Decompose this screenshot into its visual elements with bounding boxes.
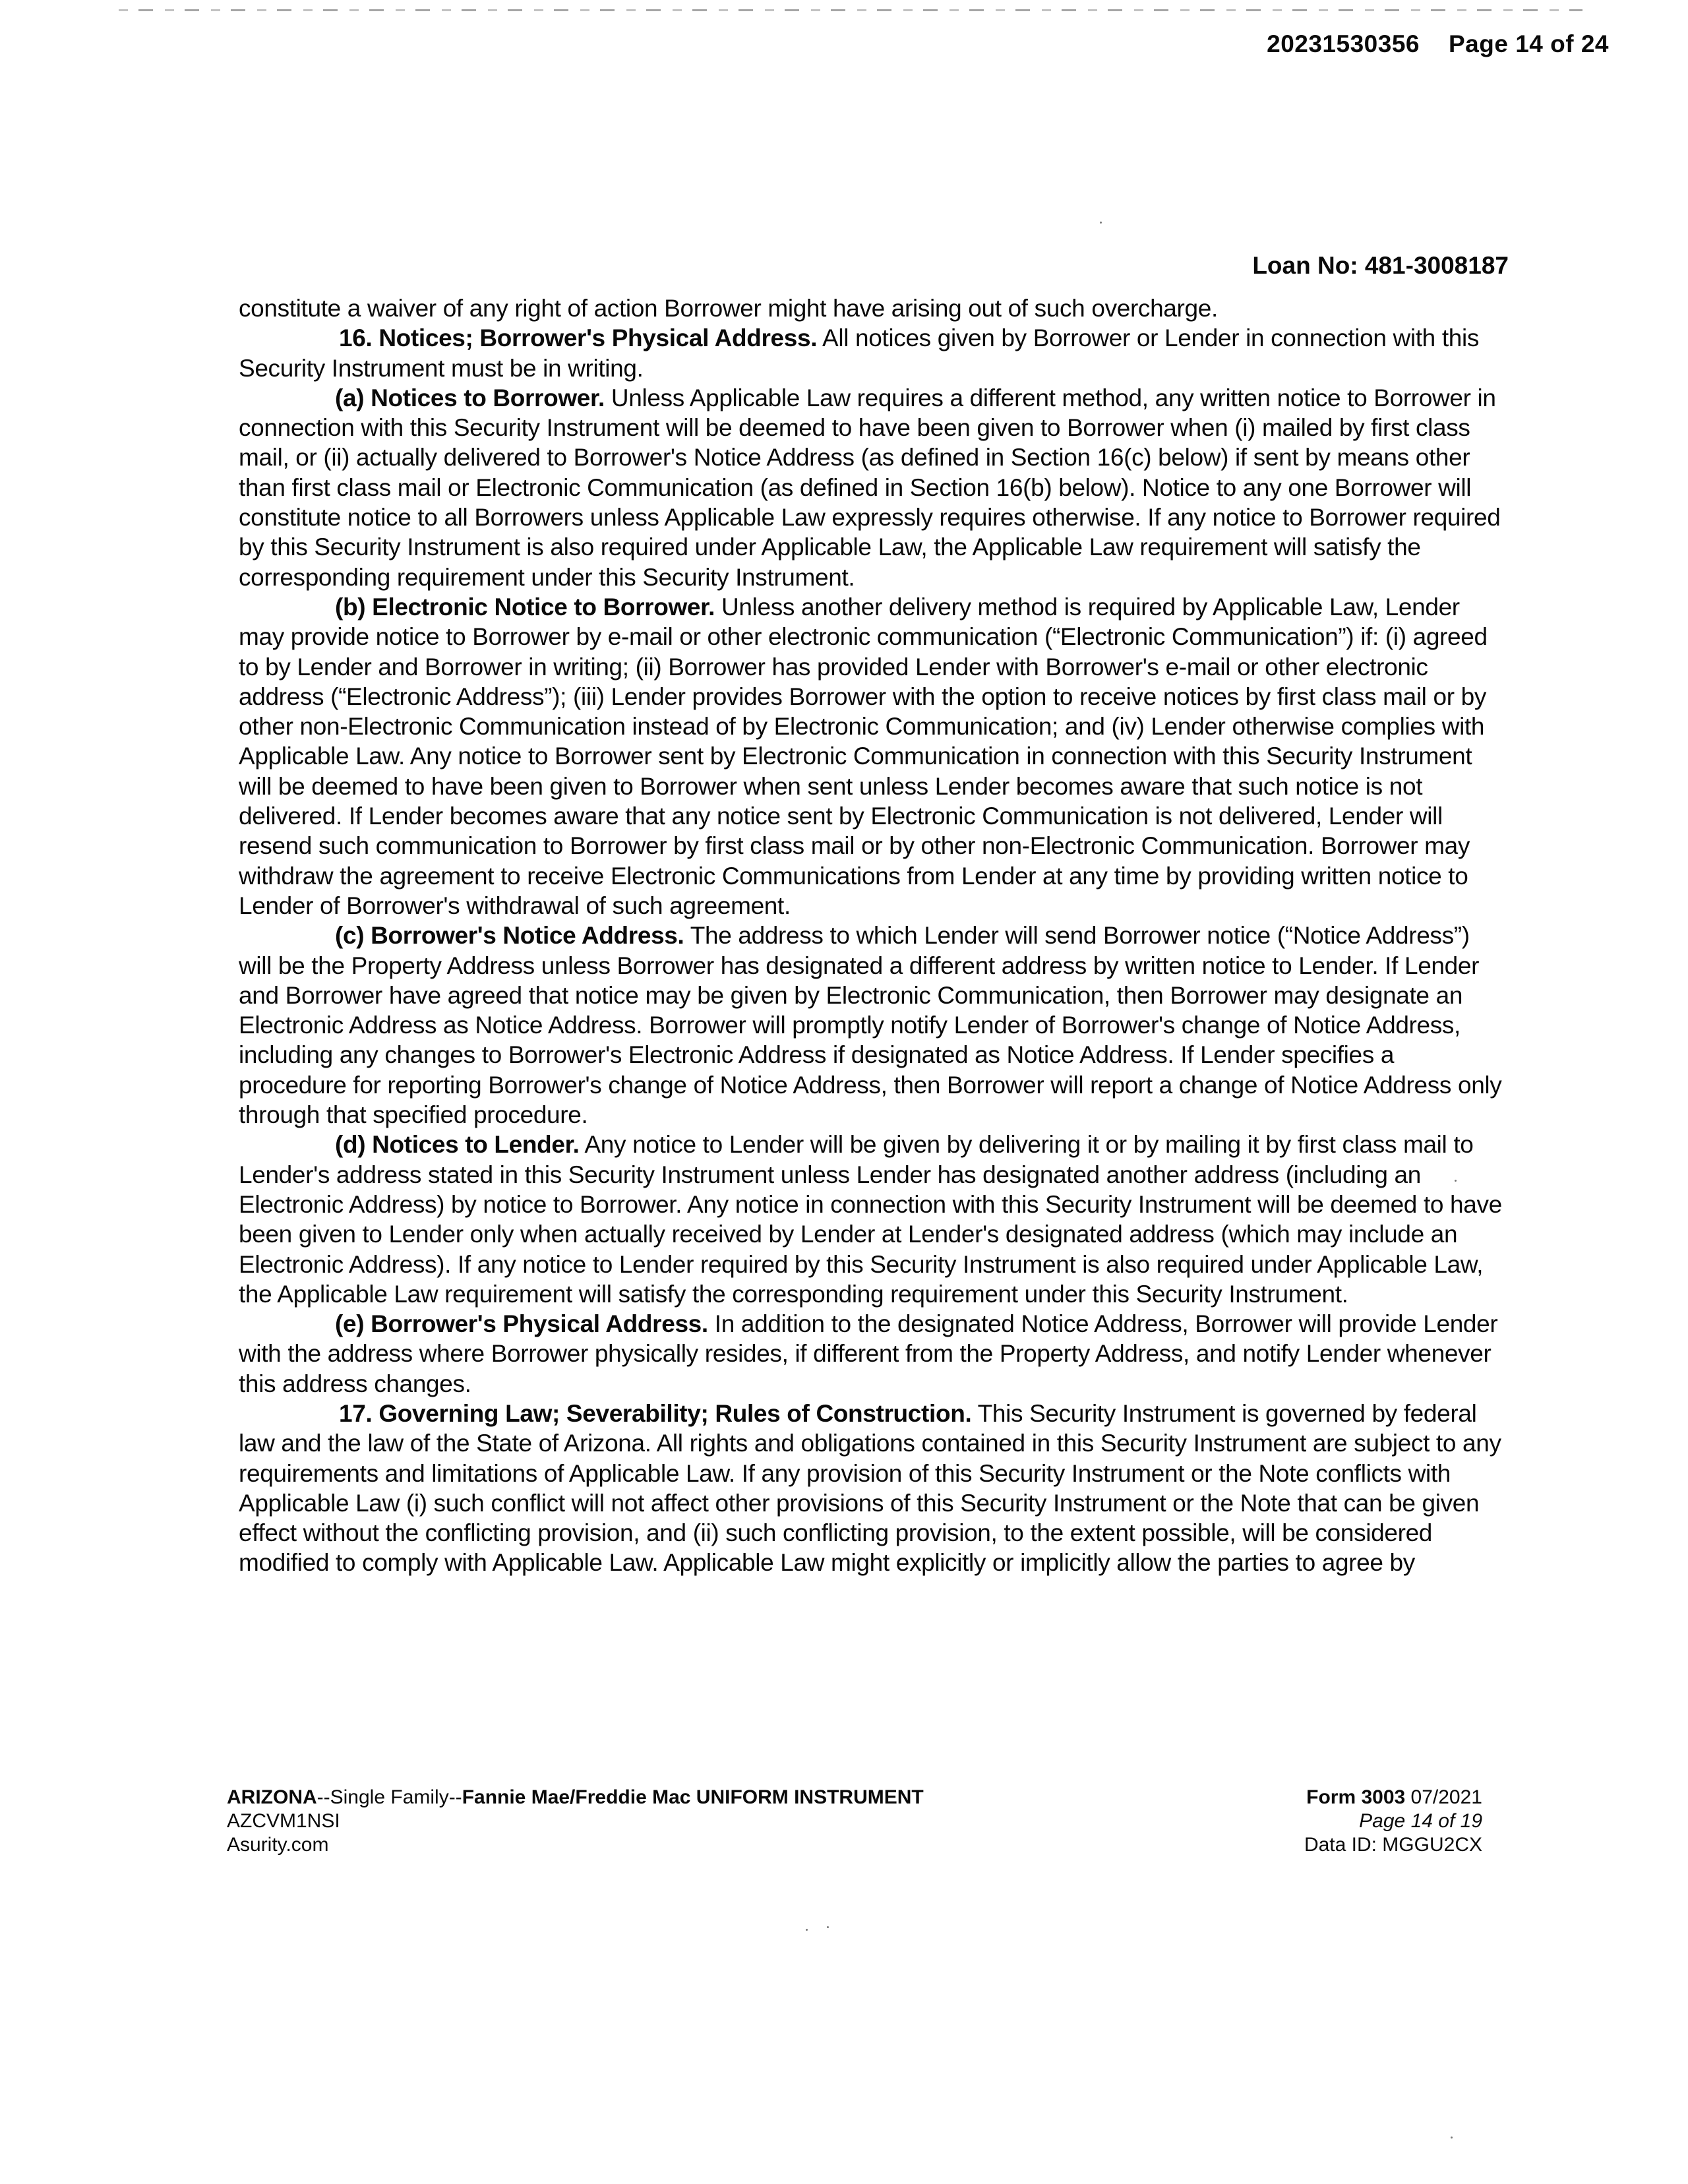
footer-form-info — [227, 1786, 924, 1857]
scan-speck — [806, 1929, 808, 1931]
section-16a — [239, 383, 1505, 592]
section-16c — [239, 921, 1505, 1130]
footer-form-number — [1304, 1786, 1482, 1809]
section-16c-heading: (c) Borrower's Notice Address. — [335, 922, 684, 950]
loan-number: Loan No: 481-3008187 — [1252, 252, 1509, 279]
section-16a-text: Unless Applicable Law requires a different method, any written notice to Borrower in connection with this Security Instrument will be deemed to have been given to Borrower when (i) mailed by first class mail, or (ii) actually delivered to Borrower's Notice Address (as defined in Section 16(c) below) if sent by means other than first class mail or Electronic Communication (as defined in Section 16(b) below). Notice to any one Borrower will constitute notice to all Borrowers unless Applicable Law expressly requires otherwise. If any notice to Borrower required by this Security Instrument is also required under Applicable Law, the Applicable Law requirement will satisfy the corresponding requirement under this Security Instrument. — [239, 384, 1501, 591]
scan-speck — [1455, 1180, 1457, 1182]
section-17 — [239, 1399, 1505, 1578]
section-16d — [239, 1130, 1505, 1309]
footer-form-code: AZCVM1NSI — [227, 1810, 340, 1832]
footer-data-id: Data ID: MGGU2CX — [1304, 1834, 1482, 1856]
footer-instrument-name: Fannie Mae/Freddie Mac UNIFORM INSTRUMENT — [462, 1786, 924, 1808]
footer-state: ARIZONA — [227, 1786, 317, 1808]
footer-form-date: 07/2021 — [1410, 1786, 1482, 1808]
scan-speck — [827, 1926, 829, 1928]
footer-form-title — [227, 1786, 924, 1809]
footer-form-page: Page 14 of 19 — [1359, 1810, 1482, 1832]
document-body — [239, 293, 1505, 1578]
footer-property-type: --Single Family-- — [316, 1786, 462, 1808]
recording-header — [1267, 30, 1609, 58]
footer-form-meta — [1304, 1786, 1482, 1857]
footer-form-label: Form 3003 — [1306, 1786, 1406, 1808]
section-16a-heading: (a) Notices to Borrower. — [335, 384, 605, 411]
scan-speck — [1100, 222, 1102, 224]
section-16e-text: In addition to the designated Notice Address, Borrower will provide Lender with the address where Borrower physically resides, if different from the Property Address, and notify Lender whenever this address changes. — [239, 1310, 1498, 1397]
recording-page: Page 14 of 24 — [1448, 30, 1609, 57]
paragraph-intro: constitute a waiver of any right of action Borrower might have arising out of such overcharge. — [239, 295, 1218, 322]
section-16-text: All notices given by Borrower or Lender in connection with this Security Instrument must be in writing. — [239, 324, 1480, 382]
recording-number: 20231530356 — [1267, 30, 1420, 57]
section-16 — [239, 323, 1505, 383]
section-16b — [239, 592, 1505, 921]
section-16b-heading: (b) Electronic Notice to Borrower. — [335, 593, 715, 621]
section-17-heading: 17. Governing Law; Severability; Rules of Construction. — [339, 1399, 972, 1427]
section-16-heading: 16. Notices; Borrower's Physical Address. — [339, 324, 818, 352]
footer-vendor: Asurity.com — [227, 1834, 329, 1856]
section-16d-text: Any notice to Lender will be given by delivering it or by mailing it by first class mail to Lender's address stated in this Security Instrument unless Lender has designated another address (including an Electronic Address) by notice to Borrower. Any notice in connection with this Security Instrument will be deemed to have been given to Lender only when actually received by Lender at Lender's designated address (which may include an Electronic Address). If any notice to Lender required by this Security Instrument is also required under Applicable Law, the Applicable Law requirement will satisfy the corresponding requirement under this Security Instrument. — [239, 1131, 1502, 1308]
scan-speck — [1451, 2137, 1453, 2138]
scan-artifact-line — [119, 9, 1582, 11]
section-16d-heading: (d) Notices to Lender. — [335, 1131, 580, 1159]
section-17-text: This Security Instrument is governed by federal law and the law of the State of Arizona. All rights and obligations contained in this Security Instrument are subject to any requirements and limitations of Applicable Law. If any provision of this Security Instrument or the Note conflicts with Applicable Law (i) such conflict will not affect other provisions of this Security Instrument or the Note that can be given effect without the conflicting provision, and (ii) such conflicting provision, to the extent possible, will be considered modified to comply with Applicable Law. Applicable Law might explicitly or implicitly allow the parties to agree by — [239, 1399, 1501, 1577]
section-16e — [239, 1309, 1505, 1399]
section-16e-heading: (e) Borrower's Physical Address. — [335, 1310, 708, 1338]
section-16c-text: The address to which Lender will send Borrower notice (“Notice Address”) will be the Property Address unless Borrower has designated a different address by written notice to Lender. If Lender and Borrower have agreed that notice may be given by Electronic Communication, then Borrower may designate an Electronic Address as Notice Address. Borrower will promptly notify Lender of Borrower's change of Notice Address, including any changes to Borrower's Electronic Address if designated as Notice Address. If Lender specifies a procedure for reporting Borrower's change of Notice Address, then Borrower will report a change of Notice Address only through that specified procedure. — [239, 922, 1502, 1129]
section-16b-text: Unless another delivery method is required by Applicable Law, Lender may provide notice to Borrower by e-mail or other electronic communication (“Electronic Communication”) if: (i) agreed to by Lender and Borrower in writing; (ii) Borrower has provided Lender with Borrower's e-mail or other electronic address (“Electronic Address”); (iii) Lender provides Borrower with the option to receive notices by first class mail or by other non-Electronic Communication instead of by Electronic Communication; and (iv) Lender otherwise complies with Applicable Law. Any notice to Borrower sent by Electronic Communication in connection with this Security Instrument will be deemed to have been given to Borrower when sent unless Lender becomes aware that such notice is not delivered. If Lender becomes aware that any notice sent by Electronic Communication is not delivered, Lender will resend such communication to Borrower by first class mail or by other non-Electronic Communication. Borrower may withdraw the agreement to receive Electronic Communications from Lender at any time by providing written notice to Lender of Borrower's withdrawal of such agreement. — [239, 593, 1488, 919]
